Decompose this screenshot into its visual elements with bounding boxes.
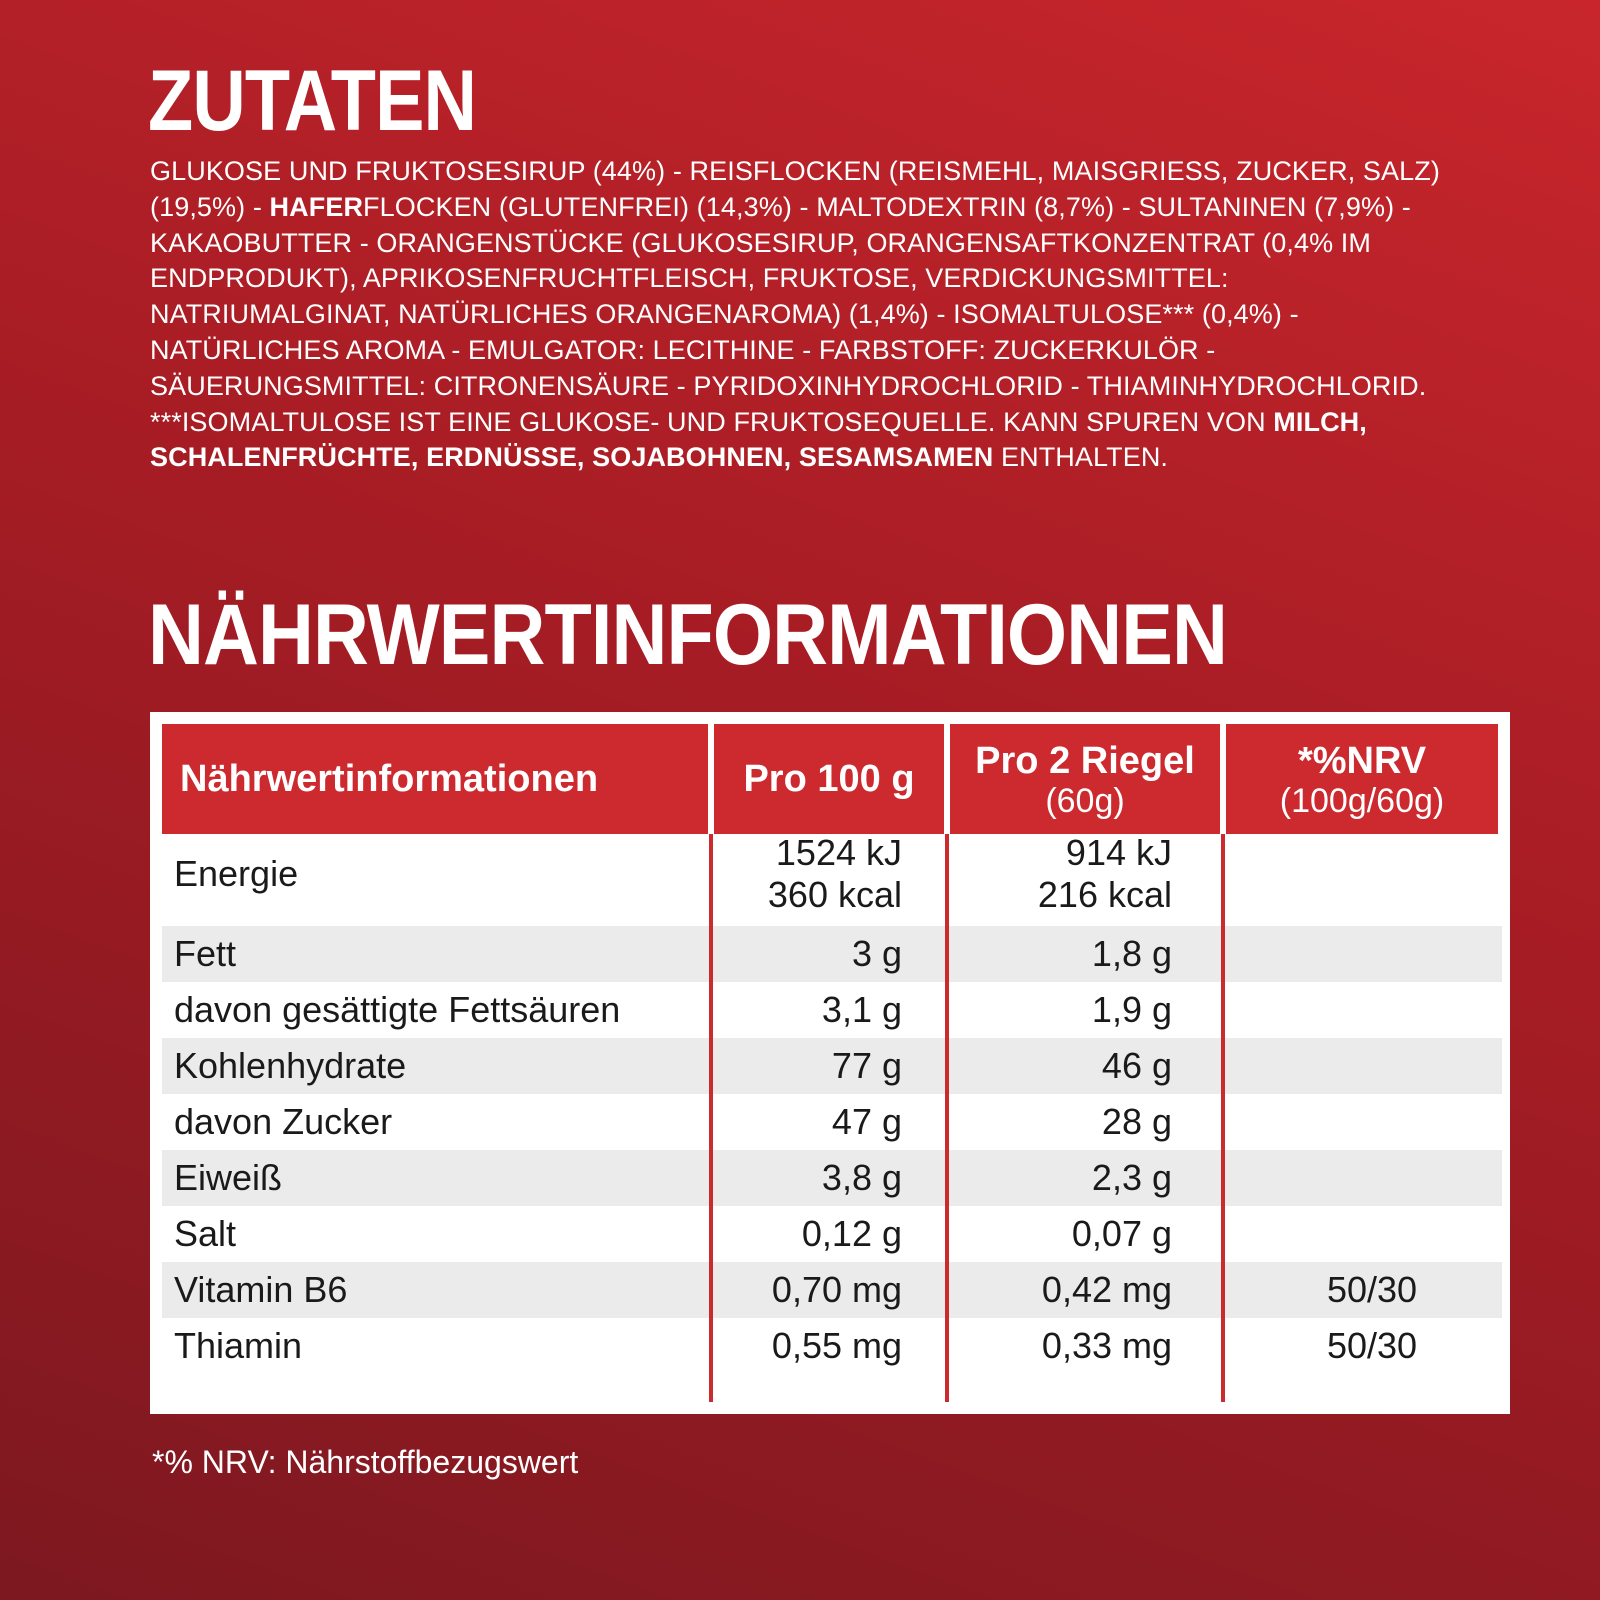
value-pro2 [962,1038,1172,1094]
nutrient-name-label: Vitamin B6 [174,1269,348,1310]
value-pro2-text: 216 kcal [1037,874,1172,915]
ingredient-text: SÄUERUNGSMITTEL: CITRONENSÄURE - PYRIDOXINHYDROCHLORID - THIAMINHYDROCHLORID. [150,370,1427,401]
nutrient-name [174,1318,302,1374]
value-nrv [1238,1262,1506,1318]
nutrient-name [174,982,620,1038]
value-pro100 [722,1262,902,1318]
value-pro100 [722,1094,902,1150]
nutrient-name [174,1150,282,1206]
ingredient-text: KAKAOBUTTER - ORANGENSTÜCKE (GLUKOSESIRUP, ORANGENSAFTKONZENTRAT (0,4% IM [150,227,1371,258]
nutrient-name [174,1038,406,1094]
value-nrv [1238,1150,1506,1206]
ingredient-allergen: HAFER [269,191,364,222]
column-divider [945,834,949,1402]
value-pro2-text: 0,33 mg [1041,1325,1172,1366]
value-nrv-text: 50/30 [1326,1269,1418,1310]
value-pro100-text: 47 g [831,1101,902,1142]
table-row [162,1150,1502,1206]
header-pro100 [714,724,944,834]
nutrient-name-label: Eiweiß [174,1157,283,1198]
nutrient-name-label: Fett [174,933,237,974]
nutrient-name [174,926,236,982]
nutrient-name-label: davon gesättigte Fettsäuren [174,989,621,1030]
ingredients-line [150,190,1480,226]
ingredient-text: (19,5%) - [150,191,270,222]
header-pro2-sub: (60g) [1045,781,1125,820]
nutrient-name-label: davon Zucker [174,1101,393,1142]
ingredients-text [150,154,1480,476]
value-pro2-text: 914 kJ [1065,832,1172,873]
value-pro100 [722,982,902,1038]
value-pro100-text: 1524 kJ [775,832,902,873]
value-pro2-text: 0,07 g [1071,1213,1172,1254]
table-row [162,926,1502,982]
ingredient-text: NATRIUMALGINAT, NATÜRLICHES ORANGENAROMA) (1,4%) - ISOMALTULOSE*** (0,4%) - [150,299,1299,330]
header-nrv-label: *%NRV [1297,739,1427,782]
nutrient-name-label: Kohlenhydrate [174,1045,407,1086]
nutrient-name-label: Salt [174,1213,237,1254]
value-pro2 [962,1094,1172,1150]
nrv-footnote: *% NRV: Nährstoffbezugswert [152,1444,579,1480]
value-pro100-text: 0,70 mg [771,1269,902,1310]
table-row [162,1262,1502,1318]
value-nrv-text: 50/30 [1326,1325,1418,1366]
header-pro2-label: Pro 2 Riegel [975,739,1195,782]
value-pro2-text: 1,8 g [1091,933,1172,974]
ingredients-line [150,333,1480,369]
value-pro2-text: 2,3 g [1091,1157,1172,1198]
nutrition-title: NÄHRWERTINFORMATIONEN [148,587,1227,683]
value-nrv [1238,1206,1506,1262]
value-pro2 [962,1206,1172,1262]
header-nrv [1226,724,1498,834]
value-pro2-text: 1,9 g [1091,989,1172,1030]
ingredients-line [150,440,1480,476]
ingredient-text: ENDPRODUKT), APRIKOSENFRUCHTFLEISCH, FRUKTOSE, VERDICKUNGSMITTEL: [150,263,1229,294]
nutrient-name [174,1262,347,1318]
value-pro100-text: 3,1 g [821,989,902,1030]
value-pro100 [722,1150,902,1206]
ingredient-allergen: MILCH, [1273,406,1367,437]
value-pro100 [722,1038,902,1094]
value-nrv [1238,1094,1506,1150]
value-pro2 [962,982,1172,1038]
ingredients-title: ZUTATEN [148,53,477,149]
ingredient-text: ***ISOMALTULOSE IST EINE GLUKOSE- UND FRUKTOSEQUELLE. KANN SPUREN VON [150,406,1274,437]
nutrient-name-label: Energie [174,853,299,894]
ingredients-line [150,154,1480,190]
ingredients-line [150,297,1480,333]
header-name-label: Nährwertinformationen [180,757,599,800]
ingredient-text: FLOCKEN (GLUTENFREI) (14,3%) - MALTODEXTRIN (8,7%) - SULTANINEN (7,9%) - [363,191,1411,222]
value-pro2-text: 46 g [1101,1045,1172,1086]
nutrient-name-label: Thiamin [174,1325,303,1366]
value-nrv [1238,822,1506,926]
value-nrv [1238,982,1506,1038]
ingredient-allergen: SCHALENFRÜCHTE, ERDNÜSSE, SOJABOHNEN, SESAMSAMEN [150,442,994,473]
ingredient-text: GLUKOSE UND FRUKTOSESIRUP (44%) - REISFLOCKEN (REISMEHL, MAISGRIESS, ZUCKER, SALZ) [150,156,1440,186]
nutrient-name [174,1206,236,1262]
table-row [162,822,1502,926]
value-nrv [1238,1038,1506,1094]
value-pro2 [962,822,1172,926]
value-pro2-text: 28 g [1101,1101,1172,1142]
header-pro100-label: Pro 100 g [743,757,915,800]
value-pro100-text: 3,8 g [821,1157,902,1198]
value-pro100-text: 77 g [831,1045,902,1086]
header-pro2 [950,724,1220,834]
ingredient-text: NATÜRLICHES AROMA - EMULGATOR: LECITHINE - FARBSTOFF: ZUCKERKULÖR - [150,334,1216,365]
value-pro100 [722,1206,902,1262]
value-pro100-text: 0,55 mg [771,1325,902,1366]
header-name [162,724,708,834]
column-divider [709,834,713,1402]
nutrition-table [150,712,1510,1414]
value-pro100 [722,822,902,926]
ingredients-line [150,226,1480,262]
table-row [162,1206,1502,1262]
nutrient-name [174,822,298,926]
value-nrv [1238,926,1506,982]
value-pro2 [962,1262,1172,1318]
ingredients-line [150,405,1480,441]
table-row [162,1094,1502,1150]
value-pro100-text: 3 g [851,933,902,974]
value-pro2 [962,1150,1172,1206]
table-row [162,1318,1502,1374]
value-pro100-text: 360 kcal [767,874,902,915]
value-pro100 [722,1318,902,1374]
value-pro2 [962,926,1172,982]
column-divider [1221,834,1225,1402]
value-pro100 [722,926,902,982]
ingredients-line [150,369,1480,405]
value-nrv [1238,1318,1506,1374]
ingredients-line [150,261,1480,297]
header-nrv-sub: (100g/60g) [1279,781,1445,820]
value-pro2-text: 0,42 mg [1041,1269,1172,1310]
value-pro2 [962,1318,1172,1374]
nutrient-name [174,1094,392,1150]
ingredient-text: ENTHALTEN. [993,442,1169,473]
table-row [162,982,1502,1038]
value-pro100-text: 0,12 g [801,1213,902,1254]
table-row [162,1038,1502,1094]
